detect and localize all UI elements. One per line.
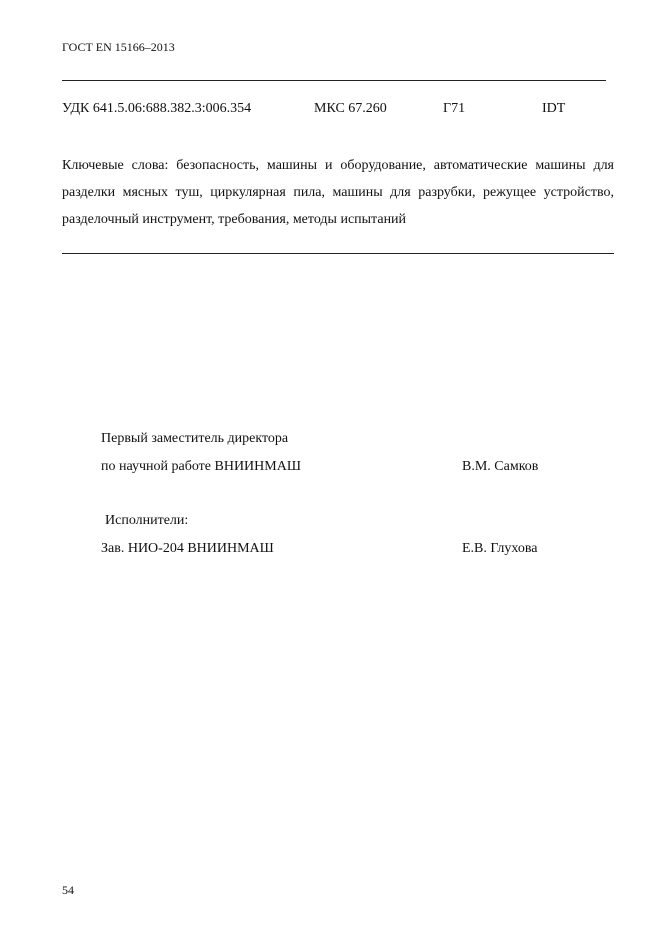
signatory-position-line1: Первый заместитель директора <box>101 431 289 446</box>
signatory-position-line2: по научной работе ВНИИНМАШ <box>101 459 301 474</box>
top-divider <box>62 80 606 81</box>
page-number: 54 <box>62 883 74 897</box>
group-code: Г71 <box>443 101 466 116</box>
standard-designation: ГОСТ EN 15166–2013 <box>62 40 175 54</box>
udk-code: УДК 641.5.06:688.382.3:006.354 <box>62 101 252 116</box>
performers-label: Исполнители: <box>105 513 189 528</box>
bottom-divider <box>62 253 614 254</box>
signatory-name: В.М. Самков <box>462 459 539 474</box>
performer-name: Е.В. Глухова <box>462 541 538 556</box>
performer-position: Зав. НИО-204 ВНИИНМАШ <box>101 541 274 556</box>
keywords-paragraph: Ключевые слова: безопасность, машины и оборудование, автоматические машины для разделки мясных туш, циркулярная пила, машины для разрубки, режущее устройство, разделочный инструмент, требования, методы испытаний <box>62 158 614 227</box>
mks-code: МКС 67.260 <box>314 101 387 116</box>
equivalence-code: IDT <box>542 101 566 116</box>
